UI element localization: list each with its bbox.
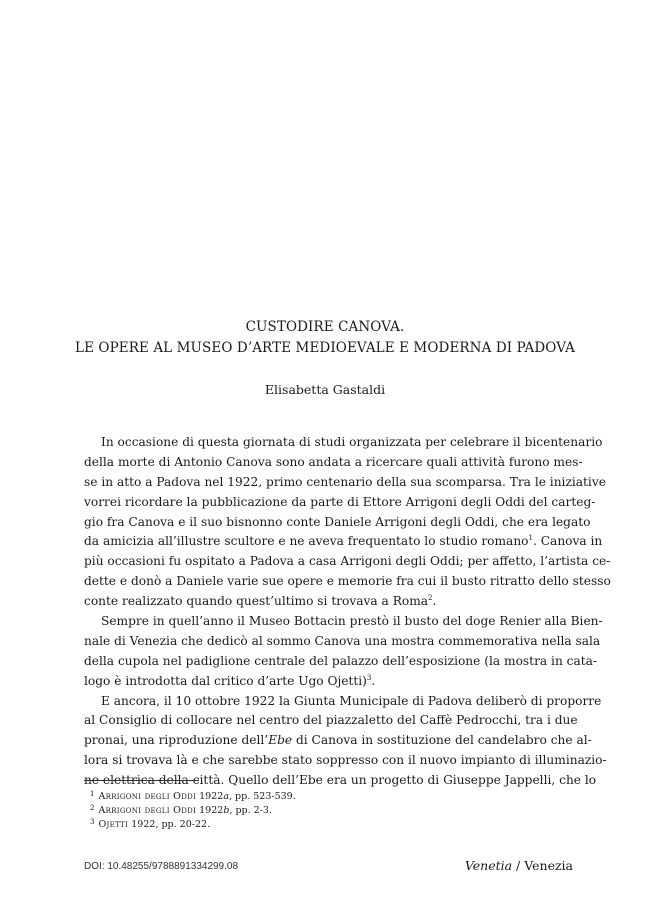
footnote-number: 1	[90, 790, 95, 798]
article-title-line-2: LE OPERE AL MUSEO D’ARTE MEDIOEVALE E MODERNA DI PADOVA	[75, 340, 575, 356]
footnote-number: 3	[90, 818, 95, 826]
footnote-pages: , pp. 20-22.	[155, 819, 211, 830]
footnote-author: Arrigoni degli Oddi	[98, 805, 197, 816]
text-line: al Consiglio di collocare nel centro del piazzaletto del Caffè Pedrocchi, tra i due	[84, 713, 578, 728]
footnote-3	[90, 818, 210, 830]
doi-link[interactable]: DOI: 10.48255/9788891334299.08	[84, 861, 239, 872]
text-fragment: pronai, una riproduzione dell’	[84, 733, 269, 748]
text-line: In occasione di questa giornata di studi organizzata per celebrare il bicentenario	[101, 435, 603, 449]
text-line: dette e donò a Daniele varie sue opere e memorie fra cui il busto ritratto dello stesso	[84, 574, 611, 589]
text-line: della morte di Antonio Canova sono andata a ricercare quali attività furono mes-	[84, 454, 583, 469]
text-line: più occasioni fu ospitato a Padova a casa Arrigoni degli Oddi; per affetto, l’artista ce-	[84, 554, 611, 569]
text-line	[84, 592, 573, 612]
footnote-2	[90, 804, 272, 816]
text-line: lora si trovava là e che sarebbe stato soppresso con il nuovo impianto di illuminazio-	[84, 753, 607, 768]
footnote-ref-2[interactable]: 2	[428, 594, 433, 603]
text-line: gio fra Canova e il suo bisnonno conte Daniele Arrigoni degli Oddi, che era legato	[84, 514, 591, 529]
footnote-author: Ojetti	[98, 819, 129, 830]
series-name	[465, 858, 573, 873]
text-line: Sempre in quell’anno il Museo Bottacin prestò il busto del doge Renier alla Bien-	[101, 614, 603, 629]
text-fragment: .	[432, 594, 437, 609]
footnote-year: 1922	[131, 819, 156, 830]
footnote-number: 2	[90, 804, 95, 812]
italic-title: Ebe	[268, 733, 293, 748]
footnote-suffix: a	[223, 791, 229, 802]
text-line	[84, 731, 592, 751]
text-fragment: logo è introdotta dal critico d’arte Ugo Ojetti)	[84, 673, 367, 688]
footnote-suffix: b	[223, 805, 230, 816]
text-line	[84, 672, 573, 692]
article-title-line-1: CUSTODIRE CANOVA.	[245, 319, 405, 335]
footnote-year: 1922	[199, 791, 224, 802]
author-name: Elisabetta Gastaldi	[264, 382, 386, 397]
text-fragment: di Canova in sostituzione del candelabro che al-	[295, 733, 592, 748]
footnote-divider	[84, 780, 199, 781]
text-line: ne elettrica della città. Quello dell’Ebe era un progetto di Giuseppe Jappelli, che lo	[84, 773, 597, 788]
text-fragment: da amicizia all’illustre scultore e ne aveva frequentato lo studio romano	[84, 534, 529, 549]
footnote-ref-1[interactable]: 1	[528, 534, 533, 543]
footnote-year: 1922	[199, 805, 224, 816]
text-fragment: .	[371, 673, 376, 688]
text-line: E ancora, il 10 ottobre 1922 la Giunta Municipale di Padova deliberò di proporre	[101, 693, 602, 708]
text-line: nale di Venezia che dedicò al sommo Canova una mostra commemorativa nella sala	[84, 633, 601, 648]
footnote-ref-3[interactable]: 3	[366, 673, 372, 682]
body-text	[84, 433, 611, 791]
text-line: vorrei ricordare la pubblicazione da parte di Ettore Arrigoni degli Oddi del carteg-	[84, 494, 596, 509]
text-line: se in atto a Padova nel 1922, primo centenario della sua scomparsa. Tra le iniziative	[84, 474, 606, 489]
text-line	[84, 532, 603, 552]
footnote-pages: , pp. 2-3.	[229, 805, 272, 816]
series-rest: / Venezia	[512, 858, 573, 873]
series-italic: Venetia	[464, 858, 513, 873]
text-fragment: conte realizzato quando quest’ultimo si trovava a Roma	[84, 594, 429, 609]
footnote-pages: , pp. 523-539.	[229, 791, 296, 802]
text-fragment: . Canova in	[532, 534, 603, 549]
footnote-1	[90, 790, 296, 802]
text-line: della cupola nel padiglione centrale del palazzo dell’esposizione (la mostra in cata-	[84, 653, 598, 668]
footnote-author: Arrigoni degli Oddi	[98, 791, 197, 802]
